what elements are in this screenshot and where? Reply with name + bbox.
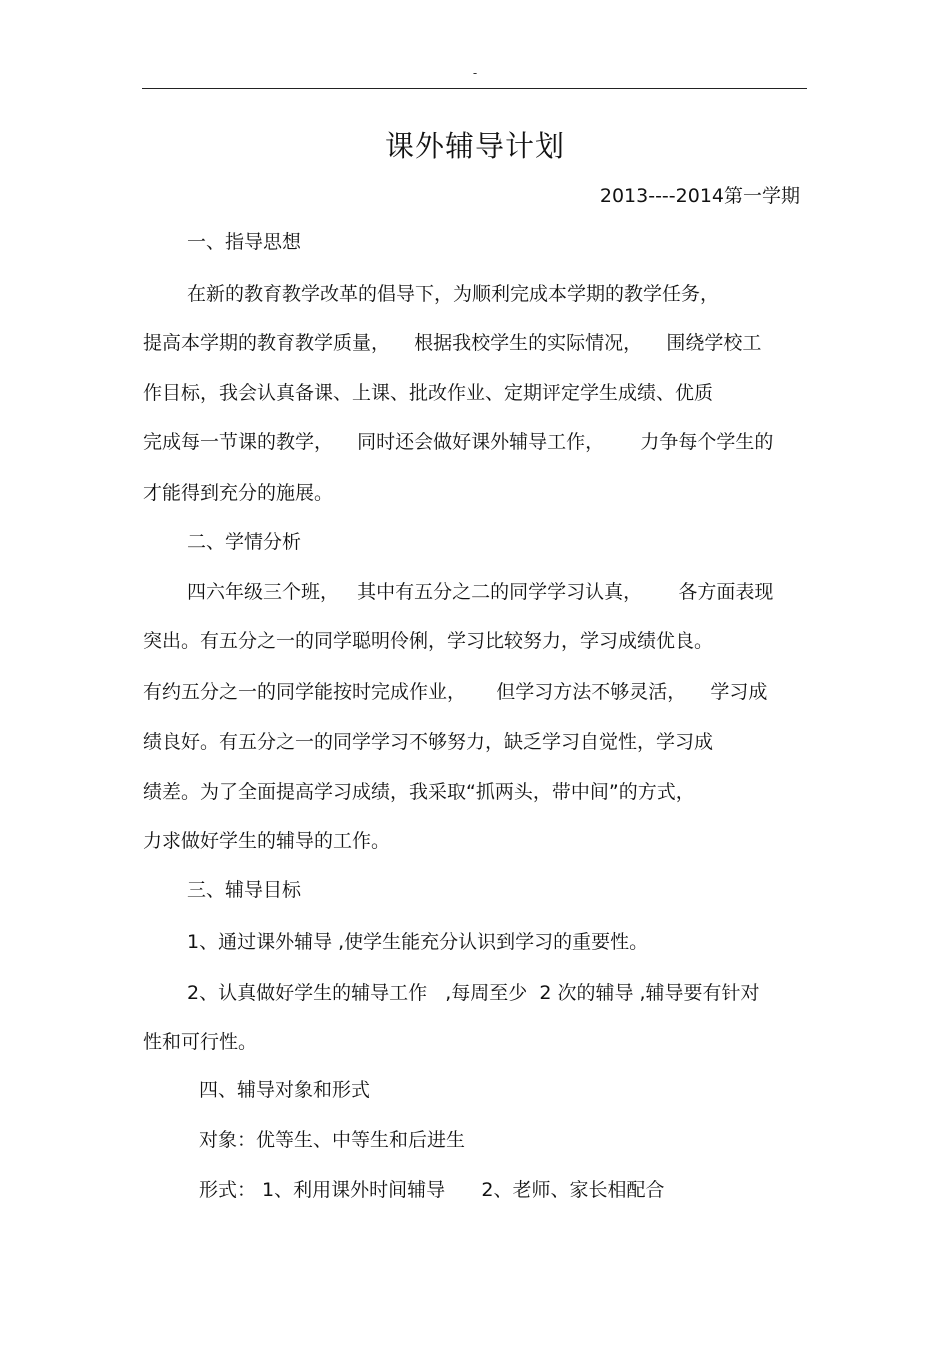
paragraph-line: 突出。有五分之一的同学聪明伶俐，学习比较努力，学习成绩优良。 [143,630,714,652]
paragraph-line: 才能得到充分的施展。 [143,482,334,504]
paragraph-line: 作目标，我会认真备课、上课、批改作业、定期评定学生成绩、优质 [143,382,714,404]
section-heading-targets: 四、辅导对象和形式 [199,1079,371,1101]
targets-line: 对象：优等生、中等生和后进生 [199,1129,466,1151]
goal-item: 1、通过课外辅导 ,使学生能充分认识到学习的重要性。 [187,931,649,953]
paragraph-line: 在新的教育教学改革的倡导下，为顺利完成本学期的教学任务， [187,283,720,305]
document-title: 课外辅导计划 [384,129,565,163]
paragraph-line: 有约五分之一的同学能按时完成作业， 但学习方法不够灵活， 学习成 [143,681,768,703]
paragraph-line: 绩良好。有五分之一的同学学习不够努力，缺乏学习自觉性，学习成 [143,731,714,753]
paragraph-line: 提高本学期的教育教学质量， 根据我校学生的实际情况， 围绕学校工 [143,332,762,354]
header-rule [142,88,807,89]
goal-item: 2、认真做好学生的辅导工作 ,每周至少 2 次的辅导 ,辅导要有针对 [187,982,760,1004]
section-heading-analysis: 二、学情分析 [187,531,302,553]
paragraph-line: 绩差。为了全面提高学习成绩，我采取“抓两头，带中间”的方式， [143,781,695,803]
paragraph-line: 四六年级三个班， 其中有五分之二的同学学习认真， 各方面表现 [187,581,774,603]
paragraph-line: 完成每一节课的教学， 同时还会做好课外辅导工作， 力争每个学生的 [143,431,774,453]
paragraph-line: 性和可行性。 [143,1031,258,1053]
paragraph-line: 力求做好学生的辅导的工作。 [143,830,391,852]
section-heading-goals: 三、辅导目标 [187,879,302,901]
forms-line: 形式： 1、利用课外时间辅导 2、老师、家长相配合 [199,1179,665,1201]
section-heading-guiding-idea: 一、指导思想 [187,231,302,253]
page-header-mark: - [472,66,478,80]
semester-label: 2013----2014第一学期 [599,185,800,207]
